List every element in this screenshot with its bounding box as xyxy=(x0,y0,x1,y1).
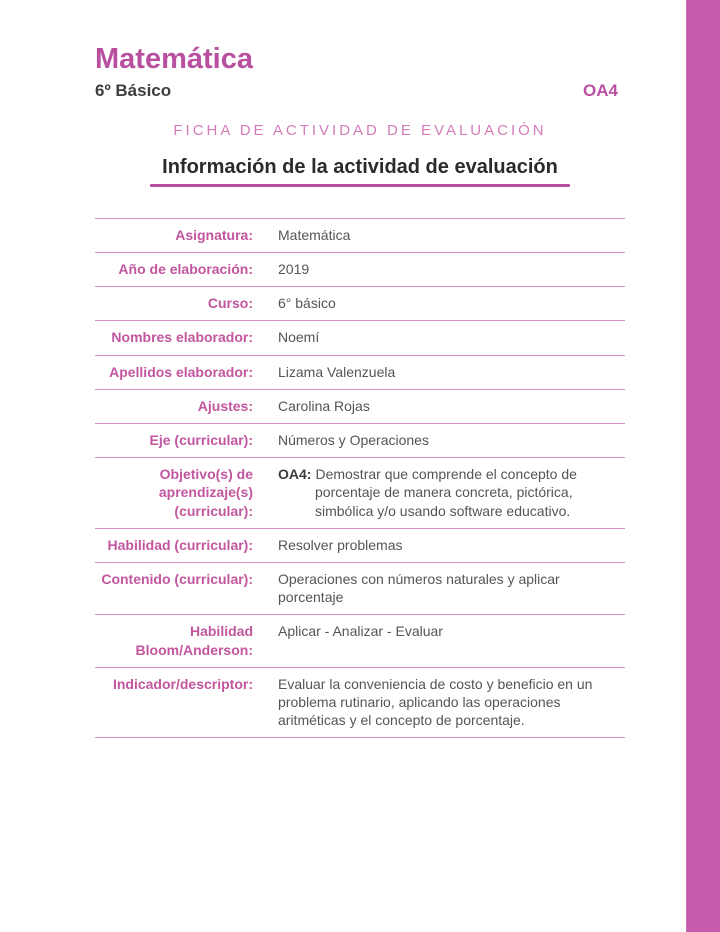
title-underline xyxy=(150,184,570,187)
row-value: Aplicar - Analizar - Evaluar xyxy=(278,623,443,640)
table-row xyxy=(95,320,625,354)
row-value: Evaluar la conveniencia de costo y beneficio en un problema rutinario, aplicando las operaciones aritméticas y el concepto de porcentaje. xyxy=(278,675,593,729)
table-row xyxy=(95,614,625,666)
row-label: Indicador/descriptor: xyxy=(112,675,253,692)
table-row xyxy=(95,528,625,562)
row-value: Matemática xyxy=(278,226,351,243)
row-label: Contenido (curricular): xyxy=(101,570,253,587)
table-row xyxy=(95,562,625,614)
row-value: Noemí xyxy=(278,329,320,346)
table-row xyxy=(95,389,625,423)
info-table xyxy=(95,218,625,738)
row-label: Ajustes: xyxy=(197,397,253,414)
row-value: 6° básico xyxy=(278,295,336,312)
row-value: Lizama Valenzuela xyxy=(278,363,396,380)
header-subrow xyxy=(95,81,625,101)
table-row xyxy=(95,218,625,252)
banner-title: FICHA DE ACTIVIDAD DE EVALUACIÓN xyxy=(173,121,547,139)
row-value-prefix: OA4: xyxy=(278,466,312,483)
row-label: Objetivo(s) de aprendizaje(s) (curricular): xyxy=(158,466,253,519)
side-accent-bar xyxy=(686,0,720,932)
table-row xyxy=(95,423,625,457)
section-title: Información de la actividad de evaluación xyxy=(162,155,558,178)
row-value: Operaciones con números naturales y aplicar porcentaje xyxy=(278,570,560,606)
row-value xyxy=(278,465,625,520)
row-value-text: Demostrar que comprende el concepto de porcentaje de manera concreta, pictórica, simbólica y/o usando software educativo. xyxy=(315,466,577,519)
row-value: 2019 xyxy=(278,261,310,278)
row-value: Carolina Rojas xyxy=(278,397,370,414)
page-title: Matemática xyxy=(95,43,253,75)
row-label: Año de elaboración: xyxy=(118,261,253,278)
table-row xyxy=(95,457,625,528)
oa-badge: OA4 xyxy=(583,80,618,100)
row-label: Eje (curricular): xyxy=(149,432,253,449)
row-label: Habilidad Bloom/Anderson: xyxy=(135,623,253,658)
row-value: Números y Operaciones xyxy=(278,432,429,449)
table-row xyxy=(95,355,625,389)
table-row xyxy=(95,286,625,320)
row-label: Asignatura: xyxy=(175,226,253,243)
row-label: Habilidad (curricular): xyxy=(107,536,253,553)
grade-label: 6º Básico xyxy=(95,80,172,100)
row-label: Apellidos elaborador: xyxy=(109,363,253,380)
row-label: Curso: xyxy=(207,295,253,312)
row-label: Nombres elaborador: xyxy=(111,329,253,346)
table-row xyxy=(95,667,625,739)
row-value: Resolver problemas xyxy=(278,536,403,553)
table-row xyxy=(95,252,625,286)
